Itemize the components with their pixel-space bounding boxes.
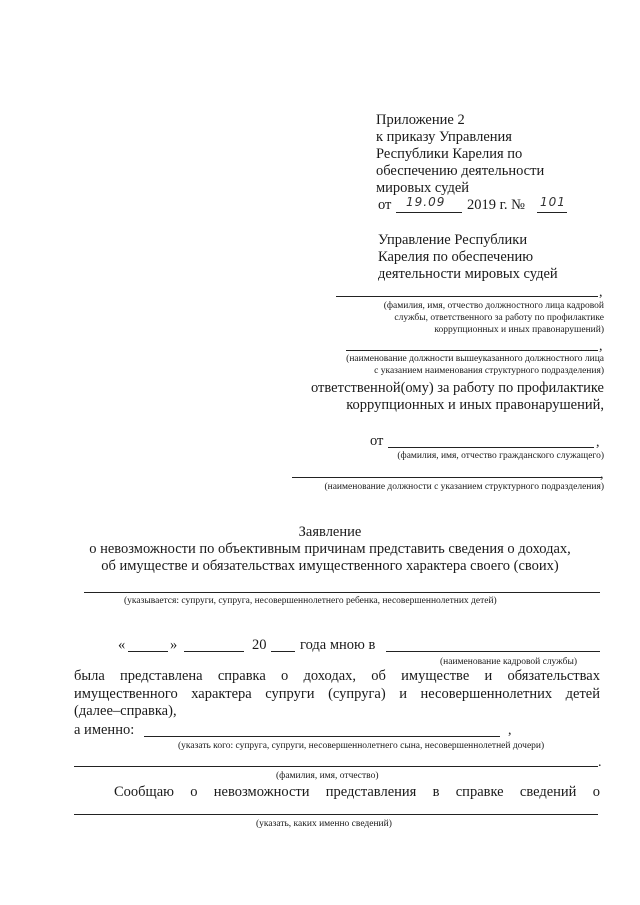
word: невозможности	[213, 784, 310, 800]
number-handwritten: 101	[540, 195, 566, 209]
hr-service-line	[386, 651, 600, 652]
date-open-quote: «	[118, 637, 126, 653]
word: об	[371, 668, 386, 684]
which-info-hint: (указать, каких именно сведений)	[256, 819, 392, 829]
comma: ,	[508, 723, 512, 738]
date-close-quote: »	[170, 637, 178, 653]
responsible-line: ответственной(ому) за работу по профилактике	[310, 380, 604, 396]
word: (супруга)	[328, 686, 386, 702]
from-label: от	[370, 433, 384, 449]
appendix-line: Приложение 2	[376, 112, 465, 128]
word: справка	[217, 668, 266, 684]
date-underline	[396, 212, 462, 213]
word: детей	[565, 686, 600, 702]
servant-position-hint: (наименование должности с указанием структурного подразделения)	[324, 482, 604, 492]
word: и	[399, 686, 407, 702]
date-handwritten: 19.09	[406, 195, 446, 209]
comma: ,	[599, 285, 603, 300]
servant-fio-line	[388, 447, 594, 448]
hint-line: с указанием наименования структурного подразделения)	[374, 366, 604, 376]
hint-line: службы, ответственного за работу по профилактике	[394, 313, 604, 323]
relatives-line	[84, 592, 600, 593]
day-line	[128, 651, 168, 652]
paragraph-line-2	[74, 686, 600, 703]
appendix-date-mid: 2019 г. №	[467, 197, 526, 213]
paragraph-line-1	[74, 668, 600, 685]
namely-hint: (указать кого: супруга, супруги, несовершеннолетнего сына, несовершеннолетней дочери)	[178, 741, 545, 751]
appendix-date-prefix: от	[378, 197, 392, 213]
comma: ,	[600, 467, 604, 482]
word: о	[281, 668, 289, 684]
hr-service-hint: (наименование кадровой службы)	[440, 657, 577, 667]
addressee-block	[378, 232, 558, 283]
word: имущественного	[74, 686, 178, 702]
year-suffix: года мною в	[300, 637, 376, 653]
word: супруги	[265, 686, 315, 702]
word: была	[74, 668, 105, 684]
addressee-line: деятельности мировых судей	[378, 266, 558, 282]
word: сведений	[519, 784, 577, 800]
appendix-line: обеспечению деятельности	[376, 163, 545, 179]
inform-line	[114, 784, 600, 801]
which-info-line	[74, 814, 598, 815]
word: характера	[191, 686, 252, 702]
appendix-line: мировых судей	[376, 180, 470, 196]
relatives-hint: (указывается: супруги, супруга, несовершеннолетнего ребенка, несовершеннолетних детей)	[124, 596, 497, 606]
word: доходах,	[303, 668, 357, 684]
official-fio-line	[336, 296, 598, 297]
number-underline	[537, 212, 567, 213]
year-line	[271, 651, 295, 652]
servant-fio-hint: (фамилия, имя, отчество гражданского служащего)	[397, 451, 604, 461]
official-position-hint	[294, 353, 604, 377]
statement-heading: Заявление	[298, 524, 362, 540]
dot: .	[598, 755, 602, 770]
appendix-line: Республики Карелия по	[376, 146, 523, 162]
word: обязательствах	[507, 668, 600, 684]
addressee-line: Карелия по обеспечению	[378, 249, 534, 265]
namely-line	[144, 736, 500, 737]
appendix-block	[376, 112, 544, 197]
namely-label: а именно:	[74, 722, 135, 738]
fio-hint: (фамилия, имя, отчество)	[276, 771, 379, 781]
word: в	[432, 784, 440, 800]
word: несовершеннолетних	[420, 686, 553, 702]
responsible-block	[284, 380, 604, 414]
fio-line	[74, 766, 598, 767]
word: представления	[325, 784, 417, 800]
statement-line-1: о невозможности по объективным причинам представить сведения о доходах,	[89, 541, 571, 557]
comma: ,	[596, 435, 600, 450]
word: представлена	[120, 668, 203, 684]
word: о	[592, 784, 600, 800]
appendix-line: к приказу Управления	[376, 129, 512, 145]
servant-position-line	[292, 477, 602, 478]
responsible-line: коррупционных и иных правонарушений,	[346, 397, 604, 413]
word: и	[484, 668, 493, 684]
official-position-line	[346, 350, 598, 351]
word: имуществе	[401, 668, 470, 684]
year-prefix: 20	[252, 637, 267, 653]
word: Сообщаю	[114, 784, 174, 800]
hint-line: (наименование должности вышеуказанного должностного лица	[346, 354, 604, 364]
hint-line: (фамилия, имя, отчество должностного лица кадровой	[383, 301, 604, 311]
paragraph-line-3: (далее–справка),	[74, 703, 177, 719]
comma: ,	[599, 339, 603, 354]
statement-line-2: об имуществе и обязательствах имущественного характера своего (своих)	[101, 558, 559, 574]
addressee-line: Управление Республики	[378, 232, 528, 248]
hint-line: коррупционных и иных правонарушений)	[434, 325, 604, 335]
word: о	[190, 784, 198, 800]
word: справке	[455, 784, 504, 800]
month-line	[184, 651, 244, 652]
official-fio-hint	[324, 300, 604, 336]
